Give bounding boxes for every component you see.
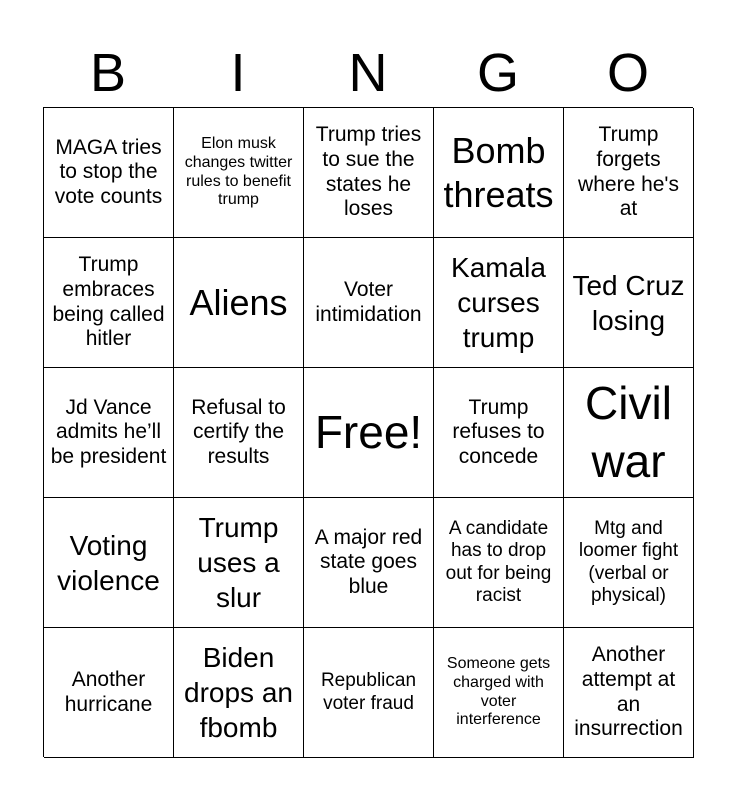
bingo-cell[interactable]: Civil war: [564, 368, 694, 498]
bingo-cell[interactable]: Bomb threats: [434, 108, 564, 238]
bingo-cell[interactable]: Trump embraces being called hitler: [44, 238, 174, 368]
bingo-cell[interactable]: Jd Vance admits he’ll be president: [44, 368, 174, 498]
bingo-cell[interactable]: A major red state goes blue: [304, 498, 434, 628]
bingo-cell[interactable]: Refusal to certify the results: [174, 368, 304, 498]
bingo-cell[interactable]: Republican voter fraud: [304, 628, 434, 758]
header-letter-n: N: [348, 43, 388, 103]
bingo-cell[interactable]: Voting violence: [44, 498, 174, 628]
bingo-cell[interactable]: Another hurricane: [44, 628, 174, 758]
bingo-cell[interactable]: A candidate has to drop out for being racist: [434, 498, 564, 628]
bingo-cell[interactable]: Ted Cruz losing: [564, 238, 694, 368]
bingo-cell[interactable]: Trump tries to sue the states he loses: [304, 108, 434, 238]
bingo-cell[interactable]: Trump uses a slur: [174, 498, 304, 628]
bingo-cell[interactable]: Kamala curses trump: [434, 238, 564, 368]
header-letter-i: I: [230, 43, 246, 103]
bingo-cell[interactable]: Trump forgets where he's at: [564, 108, 694, 238]
bingo-board: [43, 107, 693, 757]
bingo-cell[interactable]: Another attempt at an insurrection: [564, 628, 694, 758]
bingo-cell[interactable]: Aliens: [174, 238, 304, 368]
header-letter-b: B: [89, 43, 127, 103]
bingo-cell[interactable]: Someone gets charged with voter interference: [434, 628, 564, 758]
bingo-header: [43, 40, 693, 106]
bingo-cell-free[interactable]: Free!: [304, 368, 434, 498]
header-letter-g: G: [476, 43, 519, 103]
bingo-cell[interactable]: Mtg and loomer fight (verbal or physical): [564, 498, 694, 628]
bingo-cell[interactable]: Voter intimidation: [304, 238, 434, 368]
header-letter-o: O: [606, 43, 649, 103]
bingo-cell[interactable]: MAGA tries to stop the vote counts: [44, 108, 174, 238]
bingo-cell[interactable]: Elon musk changes twitter rules to benefit trump: [174, 108, 304, 238]
bingo-cell[interactable]: Biden drops an fbomb: [174, 628, 304, 758]
bingo-cell[interactable]: Trump refuses to concede: [434, 368, 564, 498]
